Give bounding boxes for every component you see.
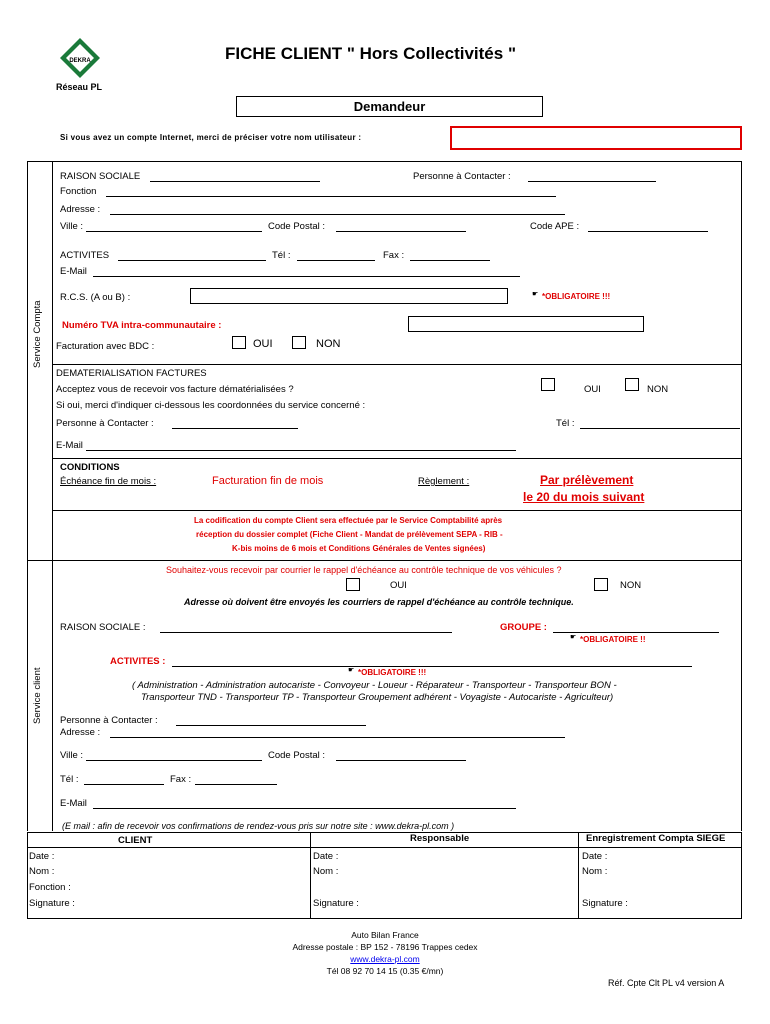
adresse-field[interactable] bbox=[110, 214, 565, 215]
sig-siege-header: Enregistrement Compta SIEGE bbox=[586, 833, 726, 844]
sc-tel-field[interactable] bbox=[84, 784, 164, 785]
activites-star-icon: ☛ bbox=[348, 667, 355, 674]
demat-non-label: NON bbox=[647, 384, 669, 395]
sig-col-left bbox=[27, 832, 28, 918]
sig-table-bottom bbox=[27, 918, 742, 919]
facturation-value: Facturation fin de mois bbox=[212, 475, 324, 487]
codification-note-1: La codification du compte Client sera effectuée par le Service Comptabilité après bbox=[194, 516, 503, 525]
sc-adresse-field[interactable] bbox=[110, 737, 565, 738]
frame-right bbox=[741, 161, 742, 831]
sc-label-tel: Tél : bbox=[60, 774, 79, 785]
prelevement-line-2: le 20 du mois suivant bbox=[523, 490, 645, 504]
side-label-compta: Service Compta bbox=[32, 300, 43, 368]
demat-label-tel: Tél : bbox=[556, 418, 575, 429]
ville-field[interactable] bbox=[86, 231, 262, 232]
courrier-non-label: NON bbox=[620, 580, 642, 591]
courrier-oui-checkbox[interactable] bbox=[346, 578, 360, 591]
divider-conditions bbox=[52, 458, 742, 459]
sc-activites-field[interactable] bbox=[172, 666, 692, 667]
side-label-client: Service client bbox=[32, 667, 43, 724]
sig-col-right bbox=[578, 832, 579, 918]
sc-email-field[interactable] bbox=[93, 808, 516, 809]
sig-resp-nom[interactable]: Nom : bbox=[313, 866, 339, 877]
sig-header-divider bbox=[27, 847, 742, 848]
fonction-field[interactable] bbox=[106, 196, 556, 197]
groupe-star-icon: ☛ bbox=[570, 634, 577, 641]
bdc-non-checkbox[interactable] bbox=[292, 336, 306, 349]
frame-left bbox=[27, 161, 28, 831]
label-ville: Ville : bbox=[60, 221, 84, 232]
dekra-logo bbox=[60, 38, 100, 78]
bdc-non-label: NON bbox=[316, 338, 341, 350]
label-adresse: Adresse : bbox=[60, 204, 101, 215]
label-tva: Numéro TVA intra-communautaire : bbox=[62, 320, 222, 331]
fax-field[interactable] bbox=[410, 260, 490, 261]
frame-inner-left bbox=[52, 161, 53, 831]
sig-client-nom[interactable]: Nom : bbox=[29, 866, 55, 877]
network-label: Réseau PL bbox=[56, 82, 103, 92]
sc-raison-sociale-field[interactable] bbox=[160, 632, 452, 633]
activites-obligatoire: *OBLIGATOIRE !!! bbox=[358, 668, 427, 677]
codification-note-3: K-bis moins de 6 mois et Conditions Générales de Ventes signées) bbox=[232, 544, 486, 553]
label-echeance: Échéance fin de mois : bbox=[60, 476, 157, 487]
sig-client-date[interactable]: Date : bbox=[29, 851, 55, 862]
sig-responsable-header: Responsable bbox=[410, 833, 470, 844]
footer-website-link[interactable]: www.dekra-pl.com bbox=[350, 954, 420, 964]
demat-label-personne: Personne à Contacter : bbox=[56, 418, 154, 429]
tel-field[interactable] bbox=[297, 260, 375, 261]
prelevement-line-1: Par prélèvement bbox=[540, 473, 634, 487]
activites-list-2: Transporteur TND - Transporteur TP - Transporteur Groupement adhérent - Voyagiste - Autocariste - Agriculteur) bbox=[141, 692, 614, 703]
activites-field[interactable] bbox=[118, 260, 266, 261]
label-raison-sociale: RAISON SOCIALE bbox=[60, 171, 141, 182]
sig-siege-date[interactable]: Date : bbox=[582, 851, 608, 862]
sig-siege-signature[interactable]: Signature : bbox=[582, 898, 628, 909]
courrier-non-checkbox[interactable] bbox=[594, 578, 608, 591]
activites-list-1: ( Administration - Administration autocariste - Convoyeur - Loueur - Réparateur - Transporteur - Transporteur BON - bbox=[132, 680, 617, 691]
sig-col-mid bbox=[310, 832, 311, 918]
groupe-obligatoire: *OBLIGATOIRE !! bbox=[580, 635, 646, 644]
raison-sociale-field[interactable] bbox=[150, 181, 320, 182]
label-code-postal: Code Postal : bbox=[268, 221, 326, 232]
personne-contact-field[interactable] bbox=[528, 181, 656, 182]
sc-fax-field[interactable] bbox=[195, 784, 277, 785]
sig-resp-signature[interactable]: Signature : bbox=[313, 898, 359, 909]
label-personne-contact: Personne à Contacter : bbox=[413, 171, 511, 182]
label-code-ape: Code APE : bbox=[530, 221, 580, 232]
demat-oui-checkbox[interactable] bbox=[541, 378, 555, 391]
label-bdc: Facturation avec BDC : bbox=[56, 341, 155, 352]
sig-siege-nom[interactable]: Nom : bbox=[582, 866, 608, 877]
sc-label-personne: Personne à Contacter : bbox=[60, 715, 158, 726]
label-email: E-Mail bbox=[60, 266, 87, 277]
code-postal-field[interactable] bbox=[336, 231, 466, 232]
sig-client-fonction[interactable]: Fonction : bbox=[29, 882, 71, 893]
tva-input[interactable] bbox=[408, 316, 644, 332]
demat-non-checkbox[interactable] bbox=[625, 378, 639, 391]
svg-text:DEKRA: DEKRA bbox=[69, 58, 91, 64]
sc-personne-field[interactable] bbox=[176, 725, 366, 726]
demat-instruction: Si oui, merci d'indiquer ci-dessous les coordonnées du service concerné : bbox=[56, 400, 366, 411]
code-ape-field[interactable] bbox=[588, 231, 708, 232]
courrier-oui-label: OUI bbox=[390, 580, 407, 591]
demat-email-field[interactable] bbox=[86, 450, 516, 451]
footer-company: Auto Bilan France bbox=[351, 930, 419, 940]
sc-label-email: E-Mail bbox=[60, 798, 87, 809]
courrier-question: Souhaitez-vous recevoir par courrier le rappel d'échéance au contrôle technique de vos véhicules ? bbox=[166, 565, 562, 575]
rcs-input[interactable] bbox=[190, 288, 508, 304]
demat-oui-label: OUI bbox=[584, 384, 601, 395]
footer-phone: Tél 08 92 70 14 15 (0.35 €/mn) bbox=[326, 966, 444, 976]
sc-email-note: (E mail : afin de recevoir vos confirmations de rendez-vous pris sur notre site : www.dekra-pl.com ) bbox=[62, 821, 455, 831]
rcs-obligatoire: *OBLIGATOIRE !!! bbox=[542, 292, 611, 301]
divider-note bbox=[52, 510, 742, 511]
label-tel: Tél : bbox=[272, 250, 291, 261]
sc-ville-field[interactable] bbox=[86, 760, 262, 761]
label-activites: ACTIVITES bbox=[60, 250, 110, 261]
email-field[interactable] bbox=[93, 276, 520, 277]
codification-note-2: réception du dossier complet (Fiche Client - Mandat de prélèvement SEPA - RIB - bbox=[196, 530, 503, 539]
demat-personne-field[interactable] bbox=[172, 428, 298, 429]
divider-demat bbox=[52, 364, 742, 365]
sc-label-groupe: GROUPE : bbox=[500, 622, 547, 633]
sig-client-header: CLIENT bbox=[118, 835, 153, 846]
sig-col-end bbox=[741, 832, 742, 918]
demat-question: Acceptez vous de recevoir vos facture dématérialisées ? bbox=[56, 384, 294, 395]
sc-code-postal-field[interactable] bbox=[336, 760, 466, 761]
sig-resp-date[interactable]: Date : bbox=[313, 851, 339, 862]
adresse-info: Adresse où doivent être envoyés les courriers de rappel d'échéance au contrôle technique. bbox=[184, 597, 574, 607]
sc-label-fax: Fax : bbox=[170, 774, 192, 785]
label-fax: Fax : bbox=[383, 250, 405, 261]
label-fonction: Fonction bbox=[60, 186, 97, 197]
frame-divider bbox=[27, 560, 742, 561]
sc-groupe-field[interactable] bbox=[553, 632, 719, 633]
demat-heading: DEMATERIALISATION FACTURES bbox=[56, 368, 207, 379]
internet-username-input[interactable] bbox=[450, 126, 742, 150]
frame-top bbox=[27, 161, 742, 162]
footer-reference: Réf. Cpte Clt PL v4 version A bbox=[608, 978, 725, 988]
internet-prompt: Si vous avez un compte Internet, merci de préciser votre nom utilisateur : bbox=[60, 133, 362, 142]
bdc-oui-label: OUI bbox=[253, 338, 273, 350]
demat-label-email: E-Mail bbox=[56, 440, 83, 451]
sc-label-adresse: Adresse : bbox=[60, 727, 101, 738]
demat-tel-field[interactable] bbox=[580, 428, 740, 429]
sc-label-activites: ACTIVITES : bbox=[110, 656, 166, 667]
sig-client-signature[interactable]: Signature : bbox=[29, 898, 75, 909]
bdc-oui-checkbox[interactable] bbox=[232, 336, 246, 349]
footer-address: Adresse postale : BP 152 - 78196 Trappes cedex bbox=[292, 942, 478, 952]
conditions-heading: CONDITIONS bbox=[60, 462, 120, 473]
label-reglement: Règlement : bbox=[418, 476, 470, 487]
rcs-star-icon: ☛ bbox=[532, 291, 539, 298]
sc-label-raison-sociale: RAISON SOCIALE : bbox=[60, 622, 146, 633]
label-rcs: R.C.S. (A ou B) : bbox=[60, 292, 131, 303]
page-title: FICHE CLIENT " Hors Collectivités " bbox=[225, 44, 517, 63]
section-demandeur: Demandeur bbox=[236, 96, 543, 117]
sc-label-ville: Ville : bbox=[60, 750, 84, 761]
sc-label-code-postal: Code Postal : bbox=[268, 750, 326, 761]
